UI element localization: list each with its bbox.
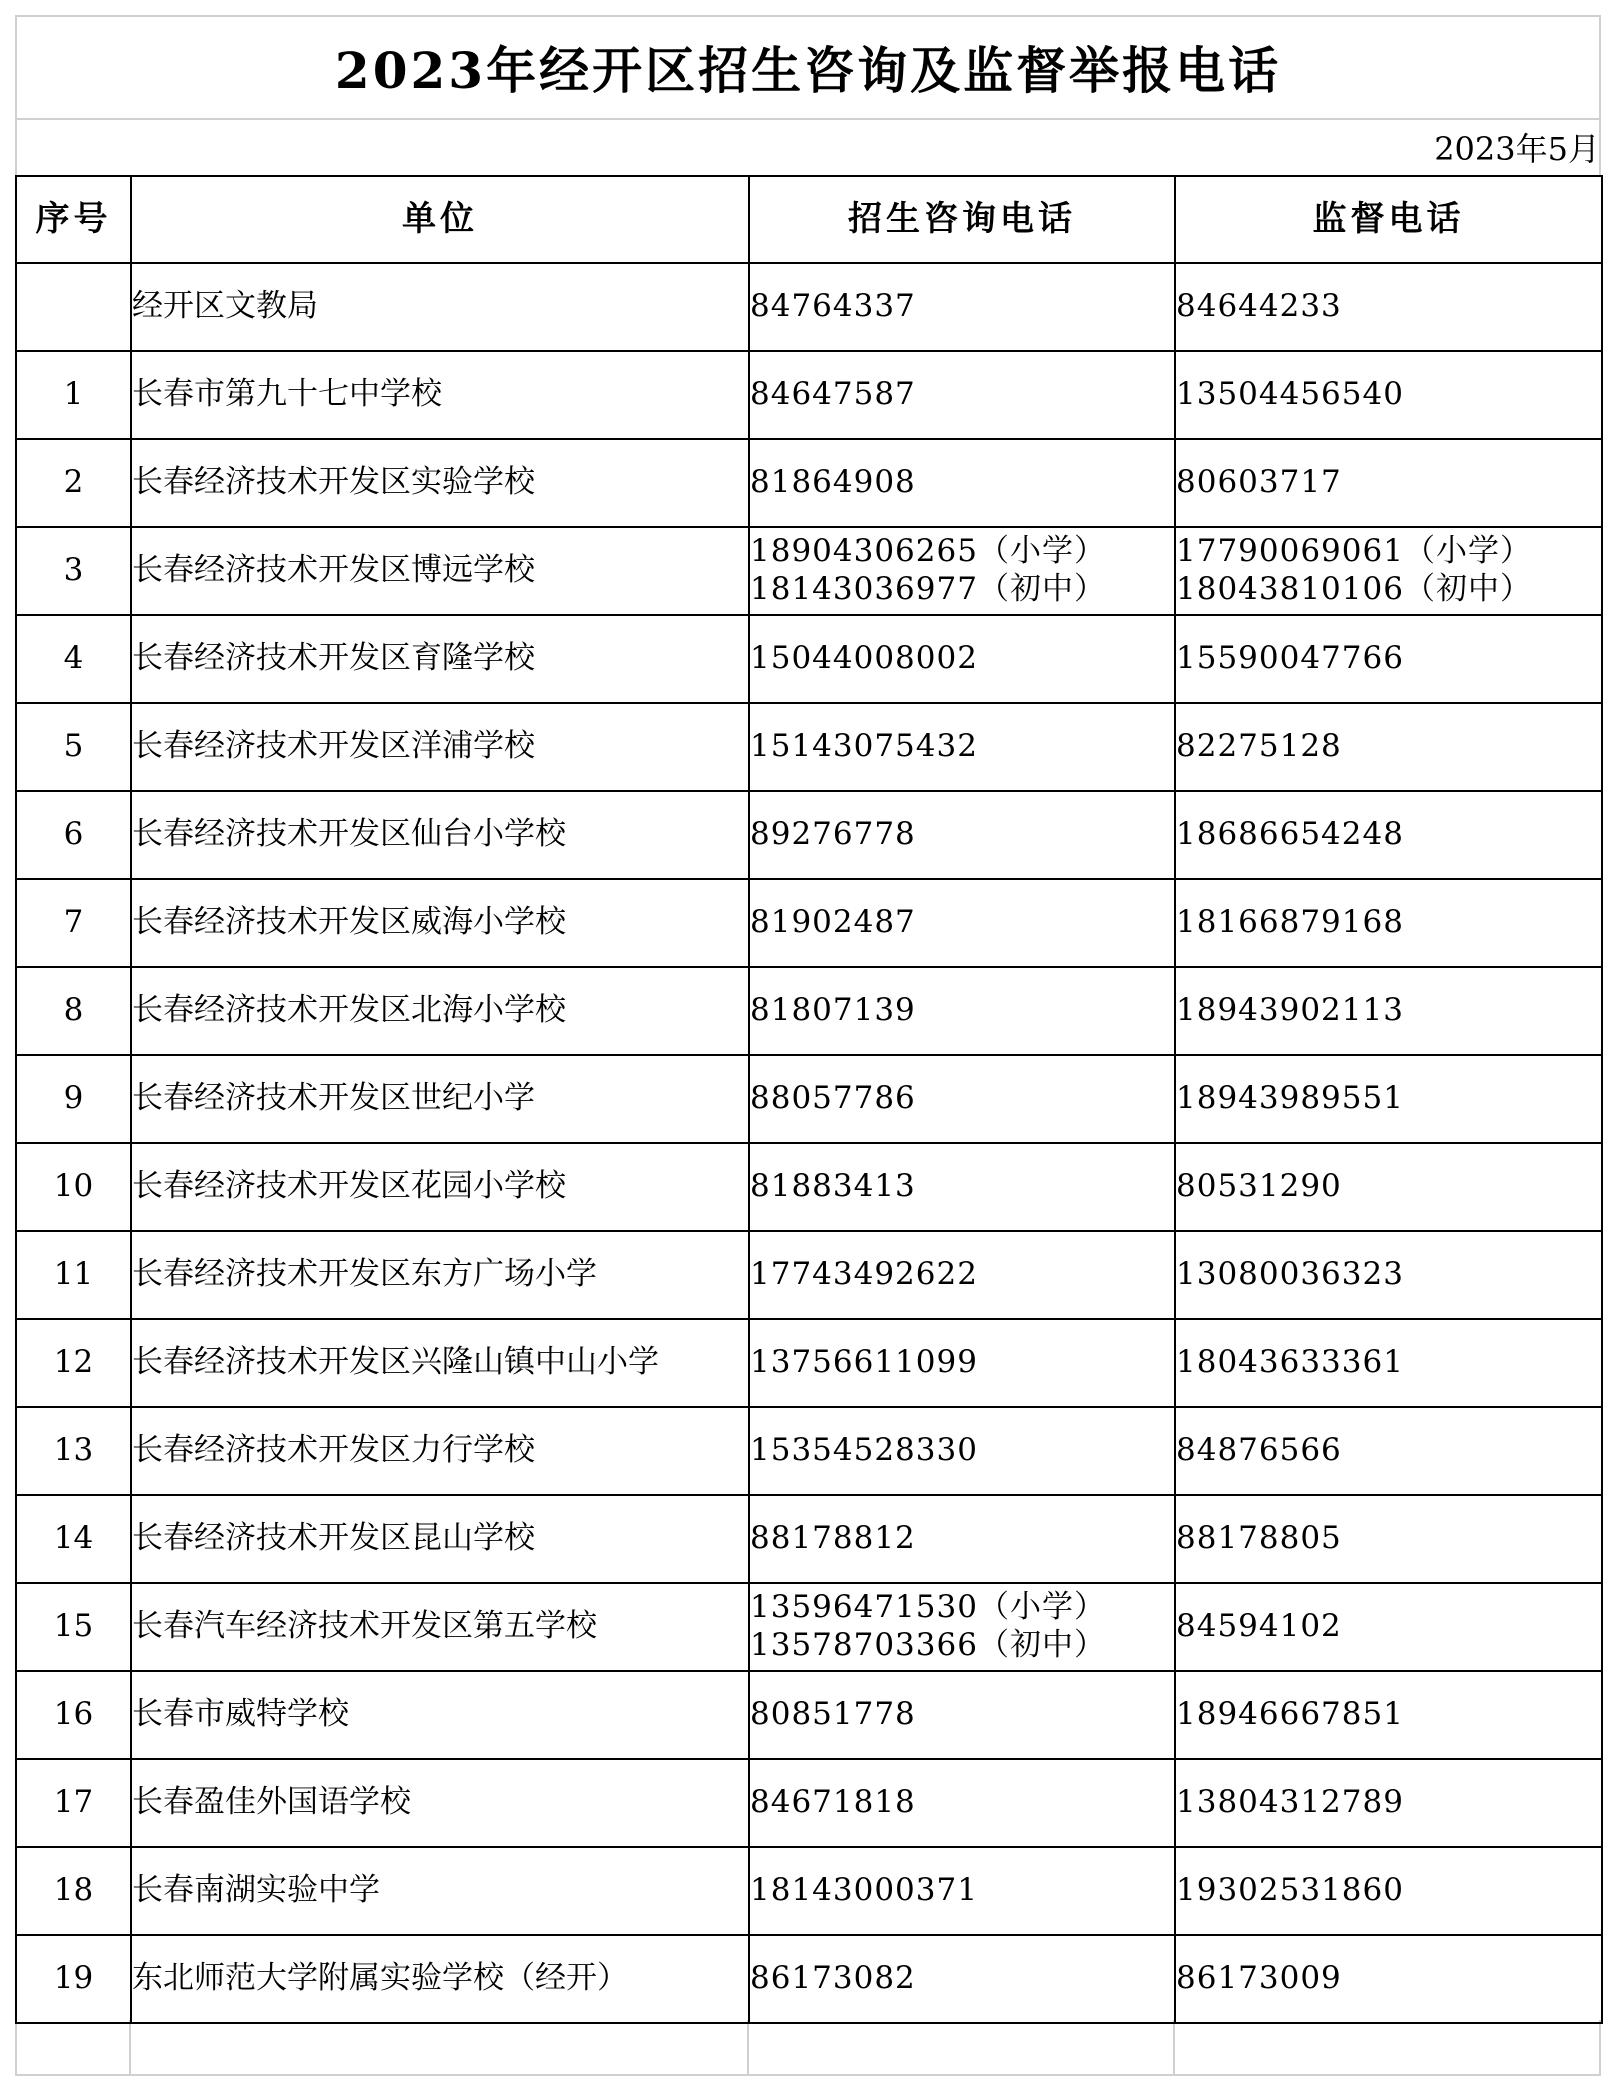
row-index: 9 [16, 1055, 131, 1143]
grid-line [129, 2020, 131, 2076]
row-enroll-phone [749, 1847, 1175, 1935]
row-unit: 长春经济技术开发区兴隆山镇中山小学 [131, 1319, 749, 1407]
enroll-phone-number: 13756611099 [750, 1344, 978, 1381]
supervise-phone-number: 13504456540 [1176, 376, 1404, 413]
row-enroll-phone [749, 1319, 1175, 1407]
table-row [16, 703, 1602, 791]
supervise-phone-number: 84644233 [1176, 288, 1342, 325]
enroll-phone-number: 15143075432 [750, 728, 978, 765]
row-unit: 长春经济技术开发区花园小学校 [131, 1143, 749, 1231]
row-supervise-phone [1175, 1495, 1602, 1583]
enroll-phone-number: 15044008002 [750, 640, 978, 677]
row-supervise-phone [1175, 879, 1602, 967]
supervise-phone-number: 18946667851 [1176, 1696, 1404, 1733]
supervise-phone-number: 18943989551 [1176, 1080, 1404, 1117]
enroll-phone-number: 17743492622 [750, 1256, 978, 1293]
row-index: 16 [16, 1671, 131, 1759]
grid-line [15, 118, 1601, 120]
supervise-phone-number: 18043810106（初中） [1176, 571, 1532, 607]
table-row [16, 1495, 1602, 1583]
table-row [16, 1231, 1602, 1319]
enroll-phone-number: 81902487 [750, 904, 916, 941]
grid-line [1599, 2020, 1601, 2076]
enroll-phone-number: 15354528330 [750, 1432, 978, 1469]
page-title: 2023年经开区招生咨询及监督举报电话 [334, 41, 1282, 100]
table-row [16, 439, 1602, 527]
row-index: 3 [16, 527, 131, 615]
supervise-phone-number: 80603717 [1176, 464, 1342, 501]
row-supervise-phone [1175, 967, 1602, 1055]
row-index: 15 [16, 1583, 131, 1671]
row-unit: 长春经济技术开发区仙台小学校 [131, 791, 749, 879]
row-supervise-phone [1175, 1319, 1602, 1407]
date-label: 2023年5月 [1434, 130, 1600, 168]
row-unit: 长春汽车经济技术开发区第五学校 [131, 1583, 749, 1671]
row-unit: 长春经济技术开发区博远学校 [131, 527, 749, 615]
row-index: 11 [16, 1231, 131, 1319]
supervise-phone-number: 86173009 [1176, 1960, 1342, 1997]
row-index: 13 [16, 1407, 131, 1495]
supervise-phone-number: 84876566 [1176, 1432, 1342, 1469]
header-row [16, 176, 1602, 263]
row-index [16, 263, 131, 351]
enroll-phone-number: 80851778 [750, 1696, 916, 1733]
row-unit: 长春经济技术开发区实验学校 [131, 439, 749, 527]
enroll-phone-number: 18904306265（小学） [750, 533, 1106, 570]
row-enroll-phone [749, 439, 1175, 527]
table-row [16, 527, 1602, 615]
enroll-phone-number: 81807139 [750, 992, 916, 1029]
supervise-phone-number: 13080036323 [1176, 1256, 1404, 1293]
row-index: 14 [16, 1495, 131, 1583]
header-supervise-phone: 监督电话 [1175, 176, 1602, 263]
row-index: 10 [16, 1143, 131, 1231]
enroll-phone-number: 18143036977（初中） [750, 571, 1106, 607]
row-enroll-phone [749, 1143, 1175, 1231]
row-unit: 长春南湖实验中学 [131, 1847, 749, 1935]
table-row [16, 1143, 1602, 1231]
row-enroll-phone [749, 263, 1175, 351]
row-unit: 长春经济技术开发区威海小学校 [131, 879, 749, 967]
supervise-phone-number: 17790069061（小学） [1176, 533, 1532, 570]
supervise-phone-number: 88178805 [1176, 1520, 1342, 1557]
supervise-phone-number: 13804312789 [1176, 1784, 1404, 1821]
row-supervise-phone [1175, 1935, 1602, 2023]
table-row [16, 967, 1602, 1055]
row-index: 5 [16, 703, 131, 791]
row-index: 19 [16, 1935, 131, 2023]
supervise-phone-number: 18166879168 [1176, 904, 1404, 941]
row-supervise-phone [1175, 1055, 1602, 1143]
row-supervise-phone [1175, 1759, 1602, 1847]
supervise-phone-number: 82275128 [1176, 728, 1342, 765]
row-supervise-phone [1175, 439, 1602, 527]
table-row [16, 1407, 1602, 1495]
grid-line [747, 2020, 749, 2076]
row-unit: 东北师范大学附属实验学校（经开） [131, 1935, 749, 2023]
enroll-phone-number: 13578703366（初中） [750, 1627, 1106, 1663]
row-enroll-phone [749, 791, 1175, 879]
row-supervise-phone [1175, 791, 1602, 879]
row-unit: 长春经济技术开发区育隆学校 [131, 615, 749, 703]
row-enroll-phone [749, 703, 1175, 791]
grid-line [15, 2074, 1601, 2076]
row-unit: 长春经济技术开发区北海小学校 [131, 967, 749, 1055]
row-enroll-phone [749, 1935, 1175, 2023]
table-row [16, 879, 1602, 967]
row-enroll-phone [749, 1495, 1175, 1583]
grid-line [15, 2020, 17, 2076]
row-enroll-phone [749, 527, 1175, 615]
row-supervise-phone [1175, 351, 1602, 439]
table-row [16, 615, 1602, 703]
table-row [16, 1759, 1602, 1847]
row-index: 7 [16, 879, 131, 967]
row-enroll-phone [749, 1407, 1175, 1495]
row-supervise-phone [1175, 703, 1602, 791]
header-enroll-phone: 招生咨询电话 [749, 176, 1175, 263]
row-index: 6 [16, 791, 131, 879]
enroll-phone-number: 88057786 [750, 1080, 916, 1117]
table-row [16, 351, 1602, 439]
supervise-phone-number: 80531290 [1176, 1168, 1342, 1205]
grid-line [1173, 2020, 1175, 2076]
row-index: 8 [16, 967, 131, 1055]
row-index: 18 [16, 1847, 131, 1935]
row-supervise-phone [1175, 263, 1602, 351]
row-enroll-phone [749, 1231, 1175, 1319]
row-enroll-phone [749, 1759, 1175, 1847]
enroll-phone-number: 84671818 [750, 1784, 916, 1821]
row-supervise-phone [1175, 1143, 1602, 1231]
table-row [16, 1671, 1602, 1759]
table-row [16, 1583, 1602, 1671]
enroll-phone-number: 88178812 [750, 1520, 916, 1557]
contact-table [15, 175, 1603, 2024]
row-enroll-phone [749, 1055, 1175, 1143]
row-index: 17 [16, 1759, 131, 1847]
row-unit: 长春经济技术开发区昆山学校 [131, 1495, 749, 1583]
row-unit: 长春经济技术开发区东方广场小学 [131, 1231, 749, 1319]
table-body [16, 263, 1602, 2023]
supervise-phone-number: 15590047766 [1176, 640, 1404, 677]
row-index: 4 [16, 615, 131, 703]
enroll-phone-number: 84647587 [750, 376, 916, 413]
row-unit: 经开区文教局 [131, 263, 749, 351]
supervise-phone-number: 18943902113 [1176, 992, 1404, 1029]
row-supervise-phone [1175, 1583, 1602, 1671]
supervise-phone-number: 84594102 [1176, 1608, 1342, 1645]
enroll-phone-number: 18143000371 [750, 1872, 978, 1909]
header-index: 序号 [16, 176, 131, 263]
row-unit: 长春盈佳外国语学校 [131, 1759, 749, 1847]
supervise-phone-number: 18686654248 [1176, 816, 1404, 853]
enroll-phone-number: 86173082 [750, 1960, 916, 1997]
row-enroll-phone [749, 879, 1175, 967]
header-unit: 单位 [131, 176, 749, 263]
row-index: 12 [16, 1319, 131, 1407]
row-unit: 长春经济技术开发区世纪小学 [131, 1055, 749, 1143]
table-row [16, 1935, 1602, 2023]
table-row [16, 263, 1602, 351]
enroll-phone-number: 81883413 [750, 1168, 916, 1205]
row-enroll-phone [749, 1671, 1175, 1759]
table-row [16, 1847, 1602, 1935]
row-unit: 长春经济技术开发区洋浦学校 [131, 703, 749, 791]
row-index: 1 [16, 351, 131, 439]
row-supervise-phone [1175, 1671, 1602, 1759]
row-enroll-phone [749, 351, 1175, 439]
table-row [16, 1055, 1602, 1143]
row-supervise-phone [1175, 615, 1602, 703]
row-unit: 长春经济技术开发区力行学校 [131, 1407, 749, 1495]
row-supervise-phone [1175, 527, 1602, 615]
enroll-phone-number: 13596471530（小学） [750, 1589, 1106, 1626]
supervise-phone-number: 18043633361 [1176, 1344, 1404, 1381]
enroll-phone-number: 81864908 [750, 464, 916, 501]
row-unit: 长春市第九十七中学校 [131, 351, 749, 439]
enroll-phone-number: 89276778 [750, 816, 916, 853]
row-unit: 长春市威特学校 [131, 1671, 749, 1759]
row-enroll-phone [749, 1583, 1175, 1671]
row-index: 2 [16, 439, 131, 527]
enroll-phone-number: 84764337 [750, 288, 916, 325]
row-supervise-phone [1175, 1407, 1602, 1495]
row-supervise-phone [1175, 1231, 1602, 1319]
row-supervise-phone [1175, 1847, 1602, 1935]
row-enroll-phone [749, 615, 1175, 703]
supervise-phone-number: 19302531860 [1176, 1872, 1404, 1909]
table-row [16, 1319, 1602, 1407]
table-row [16, 791, 1602, 879]
row-enroll-phone [749, 967, 1175, 1055]
